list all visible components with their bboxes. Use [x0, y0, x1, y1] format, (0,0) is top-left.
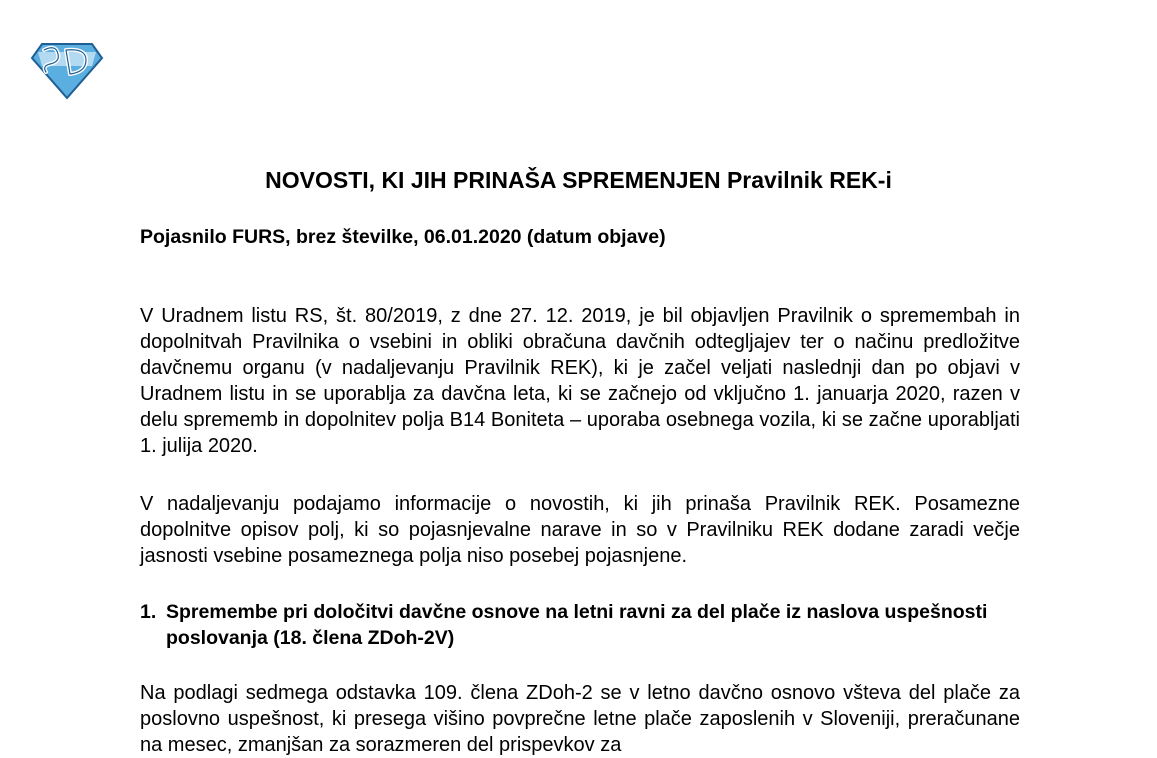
paragraph-intro: V Uradnem listu RS, št. 80/2019, z dne 27. 12. 2019, je bil objavljen Pravilnik o spremembah in dopolnitvah Pravilnika o vsebini in obliki obračuna davčnih odtegljajev ter o načinu predložitve davčnemu organu (v nadaljevanju Pravilnik REK), ki je začel veljati naslednji dan po objavi v Uradnem listu in se uporablja za davčna leta, ki se začnejo od vključno 1. januarja 2020, razen v delu sprememb in dopolnitev polja B14 Boniteta – uporaba osebnega vozila, ki se začne uporabljati 1. julija 2020. [140, 305, 1020, 457]
paragraph-overview: V nadaljevanju podajamo informacije o novostih, ki jih prinaša Pravilnik REK. Posamezne dopolnitve opisov polj, ki so pojasnjevalne narave in so v Pravilniku REK dodane zaradi večje jasnosti vsebine posameznega polja niso posebej pojasnjene. [140, 493, 1020, 567]
document-subtitle: Pojasnilo FURS, brez številke, 06.01.2020 (datum objave) [140, 226, 666, 248]
document-title: NOVOSTI, KI JIH PRINAŠA SPREMENJEN Pravilnik REK-i [265, 167, 892, 193]
section-1-heading-text: Spremembe pri določitvi davčne osnove na letni ravni za del plače iz naslova uspešnosti poslovanja (18. člena ZDoh-2V) [166, 601, 988, 649]
company-logo [30, 40, 104, 100]
section-1-heading [140, 599, 1020, 651]
paragraph-section-1-body: Na podlagi sedmega odstavka 109. člena ZDoh-2 se v letno davčno osnovo všteva del plače za poslovno uspešnost, ki presega višino povprečne letne plače zaposlenih v Sloveniji, preračunane na mesec, zmanjšan za sorazmeren del prispevkov za [140, 682, 1020, 756]
diamond-logo-icon [30, 40, 104, 100]
section-1-number: 1. [140, 601, 157, 623]
